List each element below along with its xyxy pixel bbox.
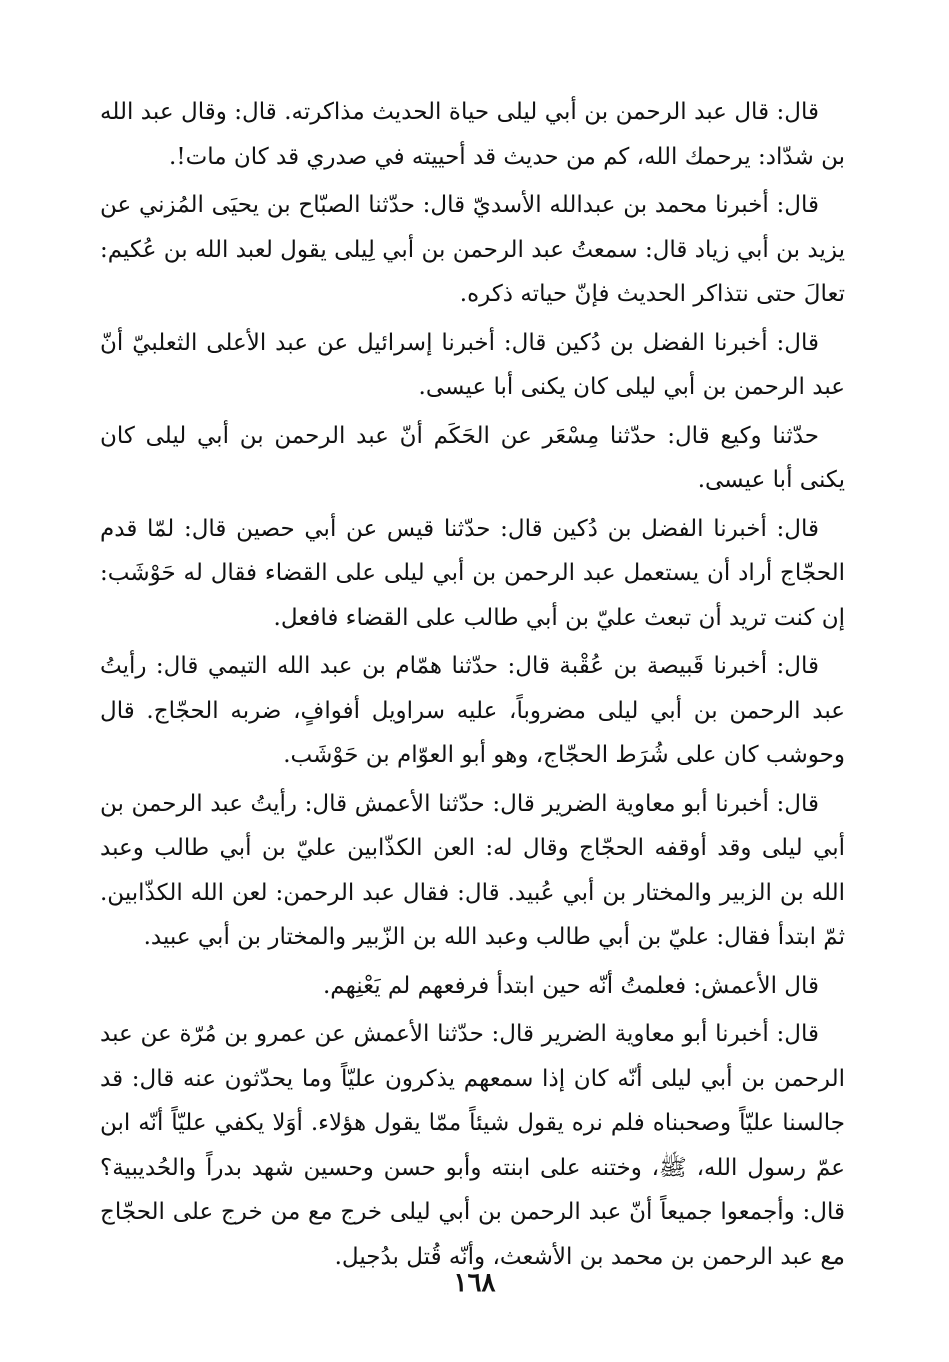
paragraph: قال الأعمش: فعلمتُ أنّه حين ابتدأ فرفعهم لم يَعْنِهم. <box>322 972 819 999</box>
paragraph: قال: أخبرنا الفضل بن دُكين قال: أخبرنا إسرائيل عن عبد الأعلى الثعلبيّ أنّ عبد الرحمن بن أبي ليلى كان يكنى أبا عيسى. <box>100 329 845 400</box>
page-number: ١٦٨ <box>453 1268 496 1298</box>
paragraph: حدّثنا وكيع قال: حدّثنا مِسْعَر عن الحَكَم أنّ عبد الرحمن بن أبي ليلى كان يكنى أبا عيسى. <box>100 422 845 493</box>
page-body <box>100 90 845 1283</box>
paragraph: قال: أخبرنا أبو معاوية الضرير قال: حدّثنا الأعمش قال: رأيتُ عبد الرحمن بن أبي ليلى وقد أوقفه الحجّاج وقال له: العن الكذّابين عليّ بن أبي طالب وعبد الله بن الزبير والمختار بن أبي عُبيد. قال: فقال عبد الرحمن: لعن الله الكذّابين. ثمّ ابتدأ فقال: عليّ بن أبي طالب وعبد الله بن الزّبير والمختار بن أبي عبيد. <box>100 790 845 950</box>
paragraph: قال: أخبرنا محمد بن عبدالله الأسديّ قال: حدّثنا الصبّاح بن يحيَى المُزني عن يزيد بن أبي زياد قال: سمعتُ عبد الرحمن بن أبي لِيلى يقول لعبد الله بن عُكيم: تعالَ حتى نتذاكر الحديث فإنّ حياته ذكره. <box>100 192 845 307</box>
paragraph: قال: أخبرنا قَبيصة بن عُقْبة قال: حدّثنا همّام بن عبد الله التيمي قال: رأيتُ عبد الرحمن بن أبي ليلى مضروباً، عليه سراويل أفوافٍ، ضربه الحجّاج. قال وحوشب كان على شُرَط الحجّاج، وهو أبو العوّام بن حَوْشَب. <box>100 653 845 768</box>
paragraph: قال: قال عبد الرحمن بن أبي ليلى حياة الحديث مذاكرته. قال: وقال عبد الله بن شدّاد: يرحمك الله، كم من حديث قد أحييته في صدري قد كان مات!. <box>100 99 845 170</box>
paragraph: قال: أخبرنا الفضل بن دُكين قال: حدّثنا قيس عن أبي حصين قال: لمّا قدم الحجّاج أراد أن يستعمل عبد الرحمن بن أبي ليلى على القضاء فقال له حَوْشَب: إن كنت تريد أن تبعث عليّ بن أبي طالب على القضاء فافعل. <box>100 515 845 631</box>
paragraph: قال: أخبرنا أبو معاوية الضرير قال: حدّثنا الأعمش عن عمرو بن مُرّة عن عبد الرحمن بن أبي ليلى أنّه كان إذا سمعهم يذكرون عليّاً وما يحدّثون عنه قال: قد جالسنا عليّاً وصحبناه فلم نره يقول شيئاً ممّا يقول هؤلاء. أوَلا يكفي عليّاً أنّه ابن عمّ رسول الله، ﷺ، وختنه على ابنته وأبو حسن وحسين شهد بدراً والحُديبية؟ قال: وأجمعوا جميعاً أنّ عبد الرحمن بن أبي ليلى خرج مع من خرج على الحجّاج مع عبد الرحمن بن محمد بن الأشعث، وأنّه قُتل بدُجيل. <box>100 1021 845 1270</box>
